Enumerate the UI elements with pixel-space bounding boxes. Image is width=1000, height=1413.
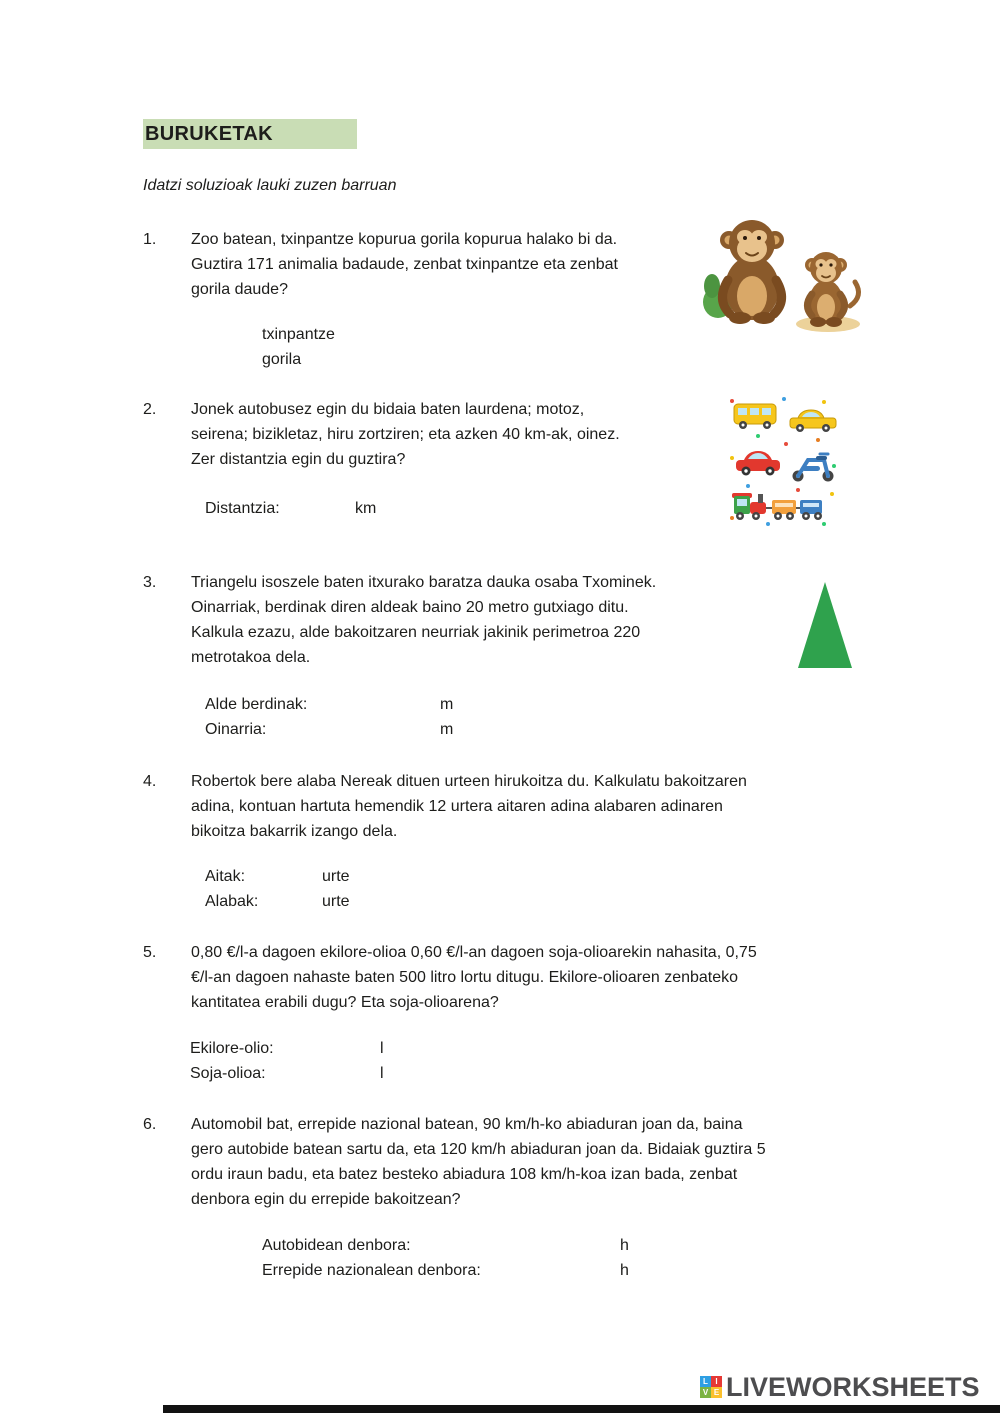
answer-unit: h <box>620 1262 629 1279</box>
bottom-bar <box>163 1405 1000 1413</box>
problem-number: 5. <box>143 944 157 961</box>
answer-input[interactable] <box>315 719 430 739</box>
problem-text-line: adina, kontuan hartuta hemendik 12 urtera aitaren adina alabaren adinaren <box>191 798 723 815</box>
problem-text <box>191 940 757 1015</box>
problem-text-line: Oinarriak, berdinak diren aldeak baino 20 metro gutxiago ditu. <box>191 599 629 616</box>
answer-unit: h <box>620 1237 629 1254</box>
answer-unit: urte <box>322 868 350 885</box>
problem-text <box>191 227 618 302</box>
problem-number: 4. <box>143 773 157 790</box>
answer-input[interactable] <box>350 349 460 369</box>
monkeys-illustration <box>700 210 865 335</box>
answer-label: Alabak: <box>205 893 259 910</box>
answer-label: Ekilore-olio: <box>190 1040 274 1057</box>
problem-text-line: €/l-an dagoen nahaste baten 500 litro lortu ditugu. Ekilore-olioaren zenbateko <box>191 969 739 986</box>
problem-text-line: 0,80 €/l-a dagoen ekilore-olioa 0,60 €/l-an dagoen soja-olioarekin nahasita, 0,75 <box>191 944 757 961</box>
problem-text-line: Kalkula ezazu, alde bakoitzaren neurriak jakinik perimetroa 220 <box>191 624 641 641</box>
answer-label: txinpantze <box>262 326 335 343</box>
problem-4 <box>143 769 747 844</box>
problem-text <box>191 1112 766 1212</box>
problem-text <box>191 769 747 844</box>
monkeys-clipart <box>700 210 865 335</box>
answer-input[interactable] <box>267 891 315 911</box>
problem-text <box>191 397 620 472</box>
answer-label: Errepide nazionalean denbora: <box>262 1262 481 1279</box>
answer-input[interactable] <box>295 498 350 518</box>
problem-text-line: ordu iraun badu, eta batez besteko abiadura 108 km/h-koa izan bada, zenbat <box>191 1166 738 1183</box>
answer-input[interactable] <box>424 1235 609 1255</box>
problem-text-line: Zer distantzia egin du guztira? <box>191 451 406 468</box>
answer-label: Alde berdinak: <box>205 696 308 713</box>
problem-number: 6. <box>143 1116 157 1133</box>
problem-text-line: denbora egin du errepide bakoitzean? <box>191 1191 461 1208</box>
liveworksheets-brand[interactable] <box>700 1372 980 1402</box>
problem-text-line: bikoitza bakarrik izango dela. <box>191 823 398 840</box>
logo-letter: I <box>711 1376 722 1387</box>
answer-input[interactable] <box>490 1260 610 1280</box>
problem-text-line: metrotakoa dela. <box>191 649 311 666</box>
answer-unit: m <box>440 721 454 738</box>
answer-unit: l <box>380 1040 384 1057</box>
problem-5 <box>143 940 757 1015</box>
problem-text-line: kantitatea erabili dugu? Eta soja-olioarena? <box>191 994 499 1011</box>
problem-6 <box>143 1112 766 1212</box>
answer-input[interactable] <box>350 324 460 344</box>
vehicles-illustration <box>728 396 840 528</box>
logo-letter: L <box>700 1376 711 1387</box>
triangle-illustration <box>798 582 854 668</box>
problem-3 <box>143 570 656 670</box>
answer-input[interactable] <box>260 866 315 886</box>
answer-label: Aitak: <box>205 868 246 885</box>
problem-text-line: Automobil bat, errepide nazional batean, 90 km/h-ko abiaduran joan da, baina <box>191 1116 743 1133</box>
problem-text <box>191 570 656 670</box>
green-triangle <box>798 582 854 668</box>
problem-2 <box>143 397 620 472</box>
problem-text-line: gorila daude? <box>191 281 288 298</box>
answer-unit: urte <box>322 893 350 910</box>
vehicles-clipart <box>728 396 840 528</box>
page-title-highlight <box>143 119 357 149</box>
answer-unit: m <box>440 696 454 713</box>
problem-number: 3. <box>143 574 157 591</box>
answer-input[interactable] <box>285 1038 373 1058</box>
problem-number: 2. <box>143 401 157 418</box>
problem-text-line: Triangelu isoszele baten itxurako baratza dauka osaba Txominek. <box>191 574 657 591</box>
problem-1 <box>143 227 618 302</box>
answer-unit: km <box>355 500 377 517</box>
page-title: BURUKETAK <box>145 122 273 145</box>
problem-number: 1. <box>143 231 157 248</box>
problem-text-line: Jonek autobusez egin du bidaia baten laurdena; motoz, <box>191 401 585 418</box>
answer-label: Oinarria: <box>205 721 267 738</box>
answer-label: Autobidean denbora: <box>262 1237 411 1254</box>
liveworksheets-logo-icon <box>700 1376 722 1398</box>
problem-text-line: Guztira 171 animalia badaude, zenbat txinpantze eta zenbat <box>191 256 618 273</box>
problem-text-line: gero autobide batean sartu da, eta 120 km/h abiaduran joan da. Bidaiak guztira 5 <box>191 1141 766 1158</box>
answer-label: Distantzia: <box>205 500 280 517</box>
brand-text: LIVEWORKSHEETS <box>726 1371 980 1402</box>
answer-unit: l <box>380 1065 384 1082</box>
instructions-text: Idatzi soluzioak lauki zuzen barruan <box>143 177 397 194</box>
answer-label: Soja-olioa: <box>190 1065 266 1082</box>
answer-label: gorila <box>262 351 302 368</box>
answer-input[interactable] <box>315 694 430 714</box>
problem-text-line: Robertok bere alaba Nereak dituen urteen hirukoitza du. Kalkulatu bakoitzaren <box>191 773 747 790</box>
logo-letter: V <box>700 1387 711 1398</box>
logo-letter: E <box>711 1387 722 1398</box>
problem-text-line: seirena; bizikletaz, hiru zortziren; eta azken 40 km-ak, oinez. <box>191 426 620 443</box>
problem-text-line: Zoo batean, txinpantze kopurua gorila kopurua halako bi da. <box>191 231 618 248</box>
answer-input[interactable] <box>285 1063 373 1083</box>
